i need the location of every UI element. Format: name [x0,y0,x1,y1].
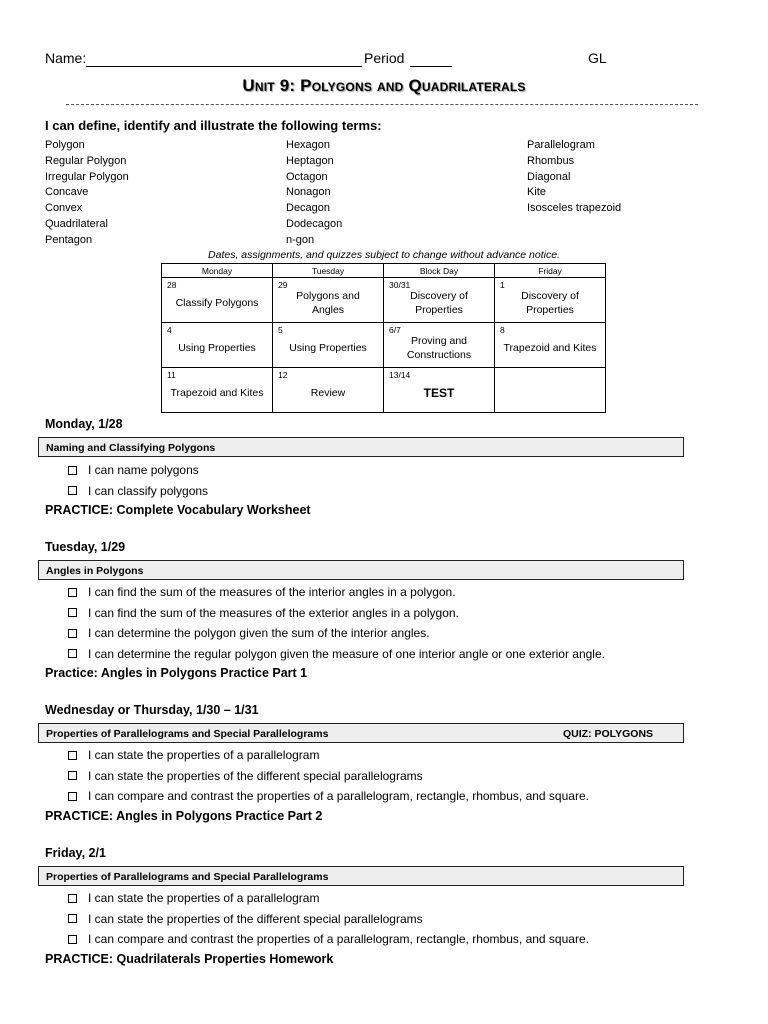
checklist-item [68,582,605,603]
calendar-note: Dates, assignments, and quizzes subject to change without advance notice. [208,249,560,261]
cell-topic: Discovery of Properties [521,289,579,316]
topic-bar [38,723,684,743]
terms-column-2 [286,138,342,249]
checklist-item [68,766,589,787]
calendar-cell [162,278,273,323]
date-number: 28 [167,280,177,290]
calendar-cell [384,323,495,368]
checkbox[interactable] [68,629,77,638]
checkbox[interactable] [68,486,77,495]
calendar-row [162,368,606,413]
term: Decagon [286,202,331,215]
checklist-item [68,888,589,909]
checklist-text: I can determine the regular polygon given the measure of one interior angle or one exterior angle. [88,646,605,661]
term: Irregular Polygon [45,170,129,183]
checkbox[interactable] [68,608,77,617]
topic-title: Properties of Parallelograms and Special Parallelograms [46,871,329,883]
quiz-label: QUIZ: POLYGONS [563,728,654,740]
topic-bar [38,560,684,580]
checklist-item [68,745,589,766]
cell-topic [495,387,605,393]
topic-bar [38,437,684,457]
calendar-header: Friday [495,264,606,278]
date-number: 8 [500,325,505,335]
term: Dodecagon [286,217,343,230]
term: Hexagon [286,139,331,151]
checklist-text: I can find the sum of the measures of the exterior angles in a polygon. [88,605,459,620]
term: Isosceles trapezoid [527,202,622,215]
checklist-text: I can name polygons [88,463,199,477]
name-blank[interactable] [86,66,362,67]
terms-column-1 [45,138,129,249]
checkbox[interactable] [68,588,77,597]
date-number: 11 [167,370,176,380]
terms-intro: I can define, identify and illustrate the following terms: [45,118,382,133]
term: Convex [45,202,83,215]
term: Diagonal [527,170,571,183]
checklist-item [68,623,605,644]
term: Quadrilateral [45,217,108,230]
dashed-divider [66,104,698,105]
term: n-gon [286,233,315,246]
term: Parallelogram [527,139,595,151]
checklist-text: I can compare and contrast the properties of a parallelogram, rectangle, rhombus, and square. [88,789,589,803]
page-title: Unit 9: Polygons and Quadrilaterals [242,76,526,95]
cell-topic: Proving and Constructions [406,334,472,361]
term: Nonagon [286,186,331,199]
cell-topic: Trapezoid and Kites [503,341,597,354]
term: Regular Polygon [45,154,127,167]
period-label: Period [364,50,405,66]
checklist-text: I can classify polygons [88,483,209,498]
checklist [68,888,589,950]
checklist [68,745,589,807]
calendar-table [161,263,606,413]
calendar-header: Tuesday [273,264,384,278]
checklist-text: I can determine the polygon given the sum of the interior angles. [88,626,430,640]
cell-topic: Classify Polygons [175,296,259,309]
term: Concave [45,186,89,199]
term: Heptagon [286,154,334,167]
checklist-item [68,644,605,665]
checklist-item [68,460,208,481]
terms-column-3 [527,138,621,217]
day-heading: Tuesday, 1/29 [45,540,126,554]
calendar-header: Monday [162,264,273,278]
checklist-text: I can state the properties of a parallelogram [88,891,320,905]
practice-line: PRACTICE: Quadrilaterals Properties Homework [45,952,334,966]
checkbox[interactable] [68,935,77,944]
checklist [68,582,605,664]
calendar-cell [495,278,606,323]
practice-line: Practice: Angles in Polygons Practice Part 1 [45,666,308,680]
calendar-cell [495,368,606,413]
term: Polygon [45,139,85,151]
checklist-text: I can compare and contrast the properties of a parallelogram, rectangle, rhombus, and square. [88,932,589,946]
date-number: 29 [278,280,288,290]
calendar-cell [273,368,384,413]
day-heading: Monday, 1/28 [45,417,123,431]
calendar-row [162,278,606,323]
calendar-cell [273,278,384,323]
cell-topic: Using Properties [178,341,256,354]
term: Octagon [286,170,328,183]
checkbox[interactable] [68,751,77,760]
practice-line: PRACTICE: Complete Vocabulary Worksheet [45,503,311,517]
cell-topic: Discovery of Properties [410,289,468,316]
calendar-cell [384,368,495,413]
checklist-item [68,909,589,930]
term: Pentagon [45,233,93,246]
calendar-cell [384,278,495,323]
gl-label: GL [588,50,607,66]
checklist-item [68,786,589,807]
day-heading: Friday, 2/1 [45,846,106,860]
checklist-item [68,929,589,950]
checklist-text: I can find the sum of the measures of the interior angles in a polygon. [88,585,456,599]
calendar-header-row [162,264,606,278]
checklist-item [68,481,208,502]
date-number: 4 [167,325,172,335]
calendar-cell [273,323,384,368]
date-number: 30/31 [389,280,411,290]
cell-topic: Trapezoid and Kites [170,386,264,399]
calendar-cell [495,323,606,368]
date-number: 12 [278,370,288,380]
topic-bar [38,866,684,886]
topic-title: Properties of Parallelograms and Special Parallelograms [46,728,329,740]
checkbox[interactable] [68,894,77,903]
term: Kite [527,186,546,199]
topic-title: Angles in Polygons [46,565,144,577]
topic-title: Naming and Classifying Polygons [46,442,216,454]
checklist-item [68,603,605,624]
checklist-text: I can state the properties of the different special parallelograms [88,911,423,926]
cell-topic: Using Properties [289,341,367,354]
practice-line: PRACTICE: Angles in Polygons Practice Part 2 [45,809,323,823]
checklist [68,460,208,501]
date-number: 6/7 [389,325,401,335]
checkbox[interactable] [68,914,77,923]
cell-topic: Review [310,386,346,399]
name-label: Name: [45,50,87,66]
cell-topic: TEST [423,385,455,400]
day-heading: Wednesday or Thursday, 1/30 – 1/31 [45,703,259,717]
date-number: 1 [500,280,505,290]
checklist-text: I can state the properties of a parallelogram [88,748,320,762]
checkbox[interactable] [68,792,77,801]
calendar-cell [162,323,273,368]
checklist-text: I can state the properties of the different special parallelograms [88,768,423,783]
checkbox[interactable] [68,771,77,780]
period-blank[interactable] [410,66,452,67]
calendar-header: Block Day [384,264,495,278]
checkbox[interactable] [68,649,77,658]
term: Rhombus [527,154,575,167]
cell-topic: Polygons and Angles [296,289,360,316]
calendar-row [162,323,606,368]
checkbox[interactable] [68,466,77,475]
date-number: 5 [278,325,283,335]
calendar-cell [162,368,273,413]
date-number: 13/14 [389,370,411,380]
